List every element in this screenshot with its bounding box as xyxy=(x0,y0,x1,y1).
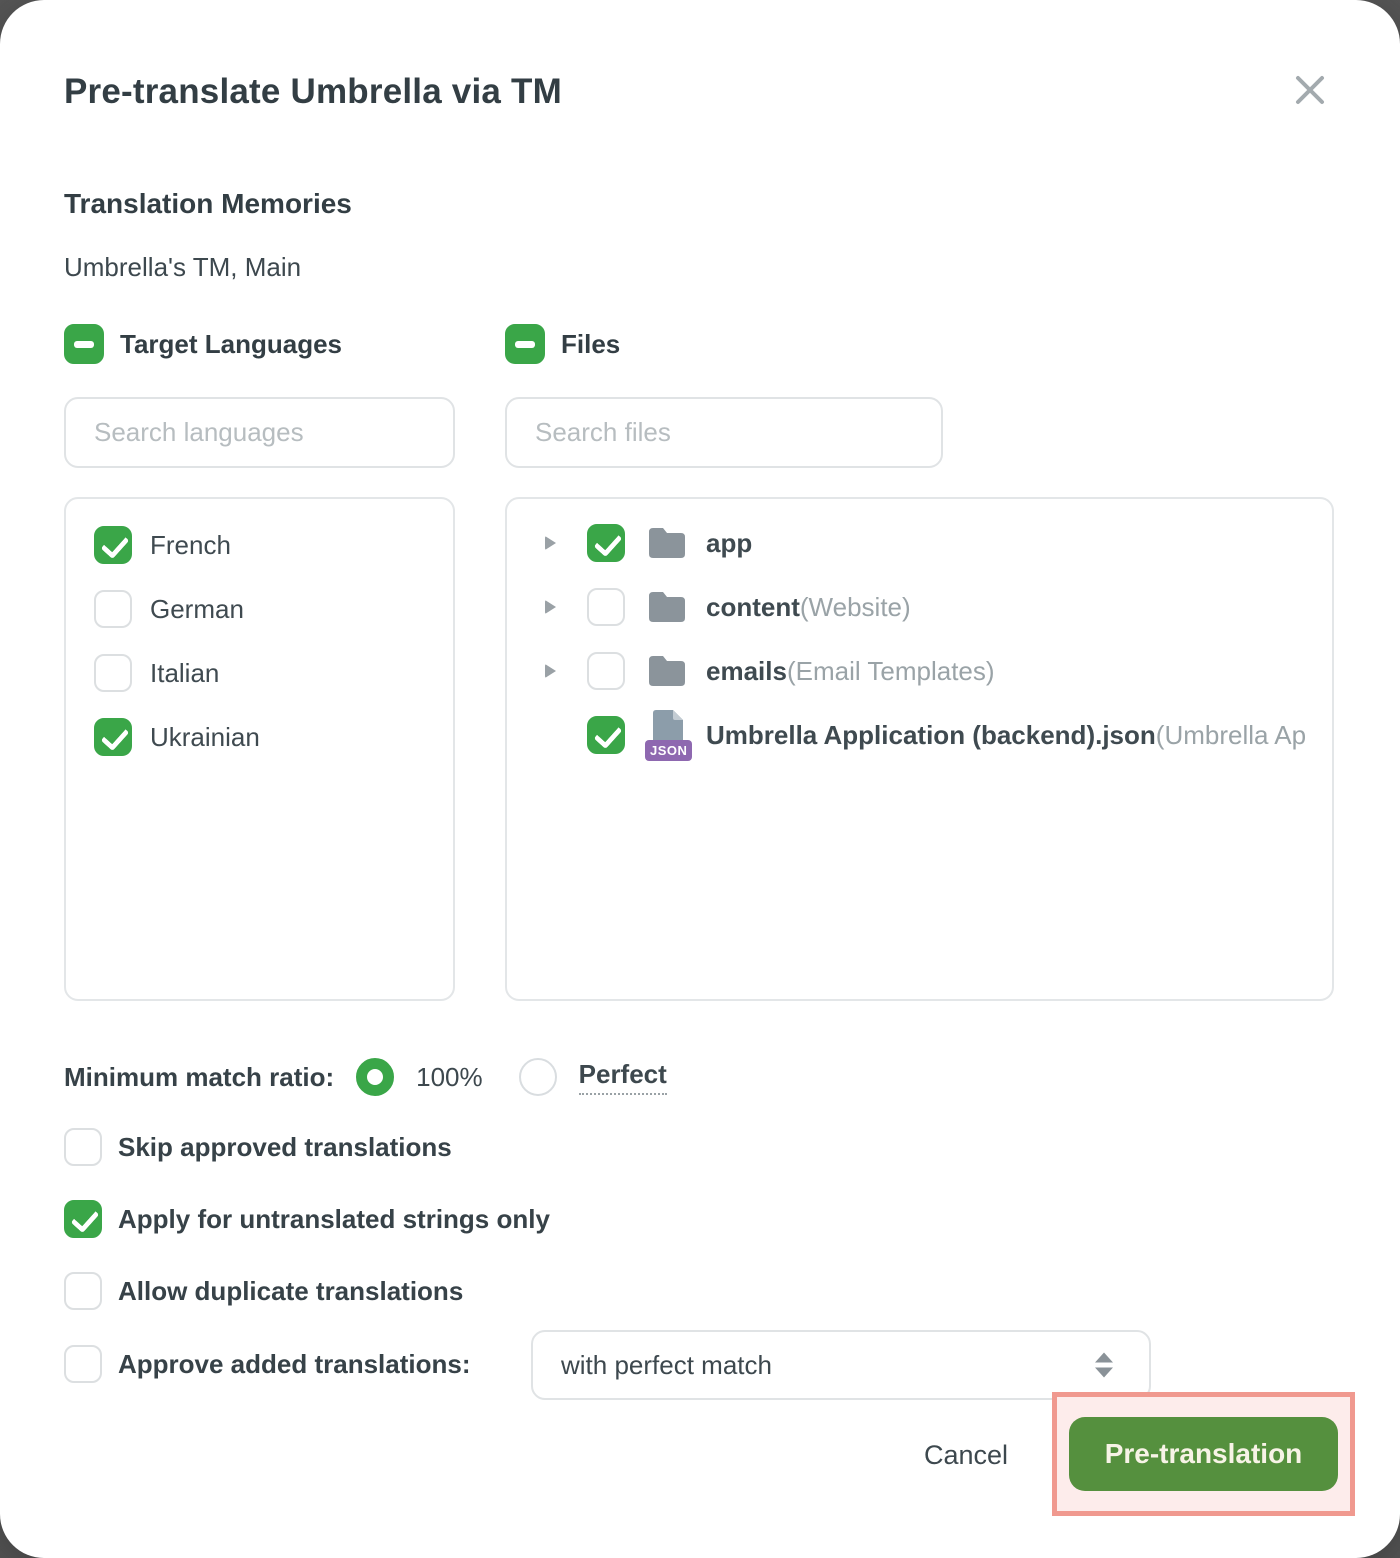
expand-arrow-icon[interactable] xyxy=(545,664,559,678)
language-checkbox-italian[interactable] xyxy=(94,654,132,692)
file-tree-row xyxy=(545,575,1332,639)
files-column-header xyxy=(505,324,620,364)
languages-column-header xyxy=(64,324,342,364)
allow-duplicates-label: Allow duplicate translations xyxy=(118,1275,464,1306)
language-row xyxy=(94,513,453,577)
option-row-skip-approved xyxy=(64,1128,452,1166)
option-row-approve-added xyxy=(64,1345,471,1383)
annotation-highlight xyxy=(1052,1392,1355,1516)
match-ratio-option-perfect[interactable]: Perfect xyxy=(579,1059,667,1095)
tm-section-value: Umbrella's TM, Main xyxy=(64,252,302,282)
expand-arrow-icon[interactable] xyxy=(545,536,559,550)
skip-approved-checkbox[interactable] xyxy=(64,1128,102,1166)
file-tree-row xyxy=(545,639,1332,703)
search-languages-input[interactable] xyxy=(64,397,455,468)
close-icon xyxy=(1294,74,1326,106)
cancel-button[interactable]: Cancel xyxy=(924,1440,1009,1470)
file-tree-row xyxy=(545,511,1332,575)
match-ratio-row xyxy=(64,1057,667,1097)
folder-icon xyxy=(647,581,691,633)
close-button[interactable] xyxy=(1290,70,1330,110)
approve-mode-value: with perfect match xyxy=(561,1349,772,1380)
skip-approved-label: Skip approved translations xyxy=(118,1131,452,1162)
file-name: app xyxy=(706,527,753,558)
json-file-icon xyxy=(647,709,691,761)
language-checkbox-french[interactable] xyxy=(94,526,132,564)
match-ratio-label: Minimum match ratio: xyxy=(64,1061,335,1092)
language-row xyxy=(94,641,453,705)
match-ratio-radio-100[interactable] xyxy=(356,1058,394,1096)
file-checkbox-umbrella-json[interactable] xyxy=(587,716,625,754)
file-tree-row xyxy=(545,703,1332,767)
json-badge: JSON xyxy=(645,740,692,761)
file-suffix: (Email Templates) xyxy=(786,655,995,686)
match-ratio-radio-perfect[interactable] xyxy=(519,1058,557,1096)
allow-duplicates-checkbox[interactable] xyxy=(64,1272,102,1310)
language-checkbox-german[interactable] xyxy=(94,590,132,628)
file-suffix: (Umbrella Ap xyxy=(1155,719,1307,750)
file-checkbox-app[interactable] xyxy=(587,524,625,562)
file-checkbox-emails[interactable] xyxy=(587,652,625,690)
language-row xyxy=(94,577,453,641)
expand-arrow-icon[interactable] xyxy=(545,600,559,614)
file-name: Umbrella Application (backend).json xyxy=(706,719,1156,750)
languages-column-label: Target Languages xyxy=(120,328,343,359)
file-name: emails xyxy=(706,655,787,686)
tm-section-heading: Translation Memories xyxy=(64,188,352,219)
approve-added-checkbox[interactable] xyxy=(64,1345,102,1383)
language-label: German xyxy=(150,593,244,624)
language-label: French xyxy=(150,529,231,560)
languages-panel xyxy=(64,497,455,1001)
search-files-input[interactable] xyxy=(505,397,943,468)
approve-added-label: Approve added translations: xyxy=(118,1348,471,1379)
files-panel xyxy=(505,497,1334,1001)
language-label: Italian xyxy=(150,657,220,688)
untranslated-only-checkbox[interactable] xyxy=(64,1200,102,1238)
match-ratio-option-100[interactable]: 100% xyxy=(416,1061,483,1092)
option-row-allow-duplicates xyxy=(64,1272,463,1310)
option-row-untranslated-only xyxy=(64,1200,550,1238)
dialog-title: Pre-translate Umbrella via TM xyxy=(64,72,562,111)
file-suffix: (Website) xyxy=(799,591,911,622)
approve-mode-select[interactable] xyxy=(531,1330,1151,1400)
files-column-label: Files xyxy=(561,328,621,359)
untranslated-only-label: Apply for untranslated strings only xyxy=(118,1203,550,1234)
folder-icon xyxy=(647,517,691,569)
select-arrows-icon xyxy=(1095,1353,1113,1378)
file-name: content xyxy=(706,591,800,622)
language-row xyxy=(94,705,453,769)
select-all-files-checkbox[interactable] xyxy=(505,324,545,364)
folder-icon xyxy=(647,645,691,697)
language-checkbox-ukrainian[interactable] xyxy=(94,718,132,756)
pre-translation-button[interactable]: Pre-translation xyxy=(1069,1417,1338,1491)
language-label: Ukrainian xyxy=(150,721,260,752)
file-checkbox-content[interactable] xyxy=(587,588,625,626)
select-all-languages-checkbox[interactable] xyxy=(64,324,104,364)
